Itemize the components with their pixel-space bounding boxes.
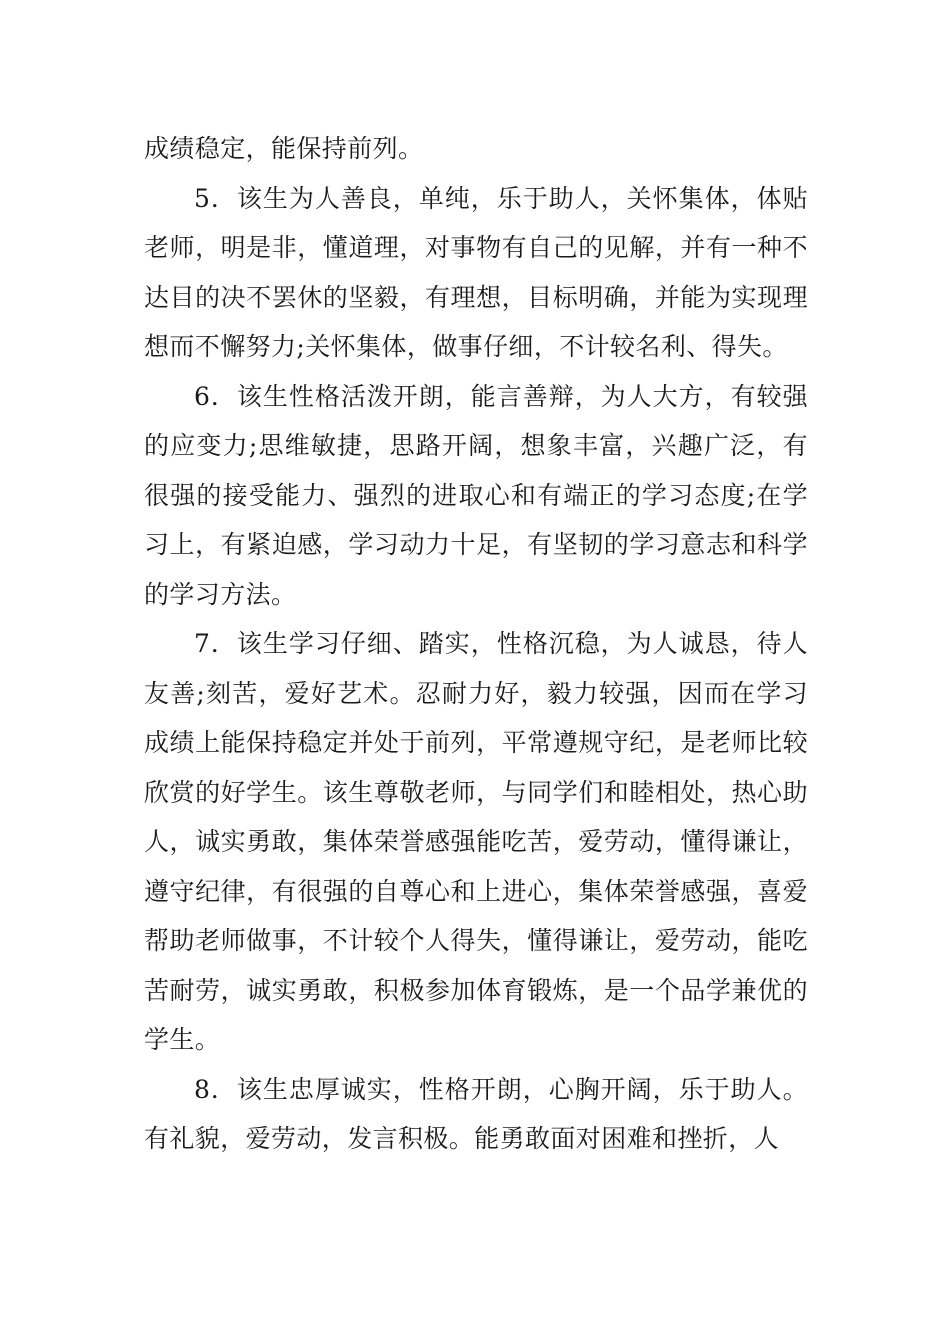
paragraph-continuation: 成绩稳定，能保持前列。 xyxy=(144,134,424,163)
document-page xyxy=(144,124,808,1164)
paragraph-6: 6．该生性格活泼开朗，能言善辩，为人大方，有较强的应变力;思维敏捷，思路开阔，想象丰富，兴趣广泛，有很强的接受能力、强烈的进取心和有端正的学习态度;在学习上，有紧迫感，学习动力十足，有坚韧的学习意志和科学的学习方法。 xyxy=(144,381,808,609)
paragraph-7: 7．该生学习仔细、踏实，性格沉稳，为人诚恳，待人友善;刻苦，爱好艺术。忍耐力好，毅力较强，因而在学习成绩上能保持稳定并处于前列，平常遵规守纪，是老师比较欣赏的好学生。该生尊敬老师，与同学们和睦相处，热心助人，诚实勇敢，集体荣誉感强能吃苦，爱劳动，懂得谦让，遵守纪律，有很强的自尊心和上进心，集体荣誉感强，喜爱帮助老师做事，不计较个人得失，懂得谦让，爱劳动，能吃苦耐劳，诚实勇敢，积极参加体育锻炼，是一个品学兼优的学生。 xyxy=(144,629,808,1054)
paragraph-8: 8．该生忠厚诚实，性格开朗，心胸开阔，乐于助人。有礼貌，爱劳动，发言积极。能勇敢面对困难和挫折，人 xyxy=(144,1074,808,1153)
paragraph-5: 5．该生为人善良，单纯，乐于助人，关怀集体，体贴老师，明是非，懂道理，对事物有自己的见解，并有一种不达目的决不罢休的坚毅，有理想，目标明确，并能为实现理想而不懈努力;关怀集体，做事仔细，不计较名利、得失。 xyxy=(144,183,808,361)
